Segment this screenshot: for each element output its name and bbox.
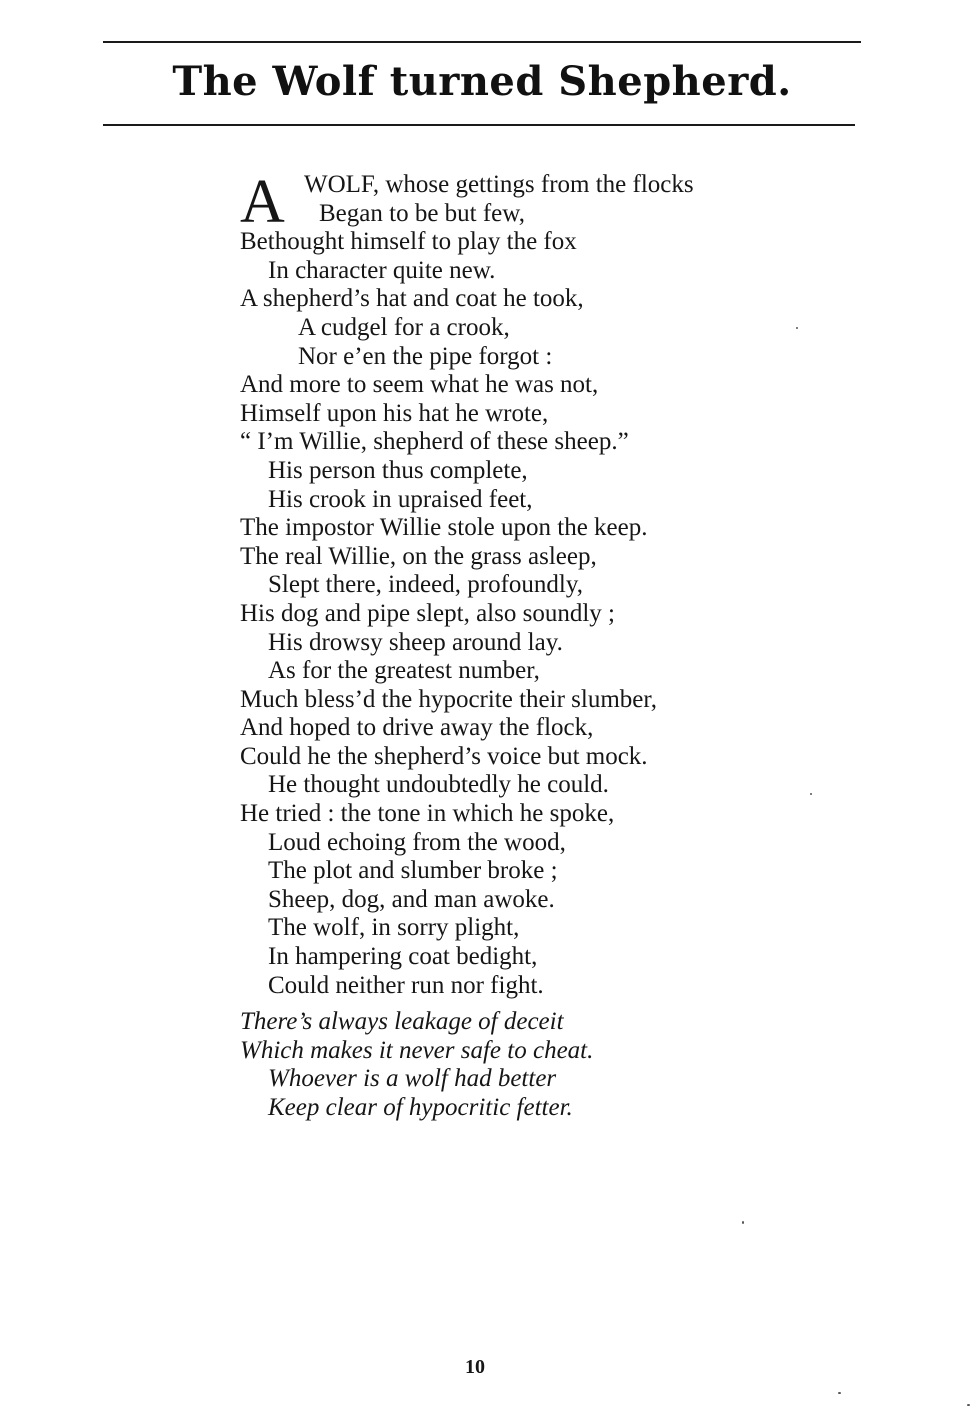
poem-line: And more to seem what he was not, [240,371,599,399]
scan-speck [967,1404,970,1406]
poem-line: He thought undoubtedly he could. [268,771,609,799]
poem-line: The impostor Willie stole upon the keep. [240,514,648,542]
first-line-text: WOLF, whose gettings from the flocks [304,171,694,198]
poem-moral [240,1008,860,1122]
poem-line: His dog and pipe slept, also soundly ; [240,599,615,627]
poem-line: Could neither run nor fight. [268,971,544,999]
moral-line: Whoever is a wolf had better [268,1065,557,1093]
poem-line: Nor e’en the pipe forgot : [298,342,553,370]
scan-speck [838,1392,841,1394]
scan-speck [810,793,812,795]
poem-line: His drowsy sheep around lay. [268,628,563,656]
top-rule [103,41,861,43]
scan-speck [742,1221,744,1224]
poem-line: Himself upon his hat he wrote, [240,399,549,427]
poem-line: As for the greatest number, [268,657,540,685]
poem-line: And hoped to drive away the flock, [240,714,594,742]
poem-line: Began to be but few, [319,199,525,227]
poem-line: In character quite new. [268,256,496,284]
poem-line: He tried : the tone in which he spoke, [240,800,615,828]
poem-line: His crook in upraised feet, [268,485,533,513]
poem-line: A shepherd’s hat and coat he took, [240,285,584,313]
poem-line: In hampering coat bedight, [268,943,538,971]
poem-line: Bethought himself to play the fox [240,228,577,256]
poem-line: Slept there, indeed, profoundly, [268,571,583,599]
bottom-rule [103,124,855,126]
poem-line: Sheep, dog, and man awoke. [268,885,555,913]
poem-line: The real Willie, on the grass asleep, [240,542,597,570]
drop-cap: A [240,168,285,236]
scan-speck [796,327,798,329]
page-number: 10 [465,1356,485,1378]
poem-lines [240,200,860,1001]
poem-line: The plot and slumber broke ; [268,857,558,885]
poem-line: Much bless’d the hypocrite their slumber, [240,685,657,713]
poem-body [240,168,860,1123]
poem-line: “ I’m Willie, shepherd of these sheep.” [240,428,629,456]
poem-line: A cudgel for a crook, [298,313,510,341]
moral-line: There’s always leakage of deceit [240,1008,564,1036]
page-title: The Wolf turned Shepherd. [172,58,792,105]
poem-line: The wolf, in sorry plight, [268,914,520,942]
moral-line: Which makes it never safe to cheat. [240,1036,594,1064]
poem-line: Loud echoing from the wood, [268,828,566,856]
poem-line: His person thus complete, [268,456,528,484]
poem-line: Could he the shepherd’s voice but mock. [240,742,648,770]
moral-line: Keep clear of hypocritic fetter. [268,1094,573,1121]
